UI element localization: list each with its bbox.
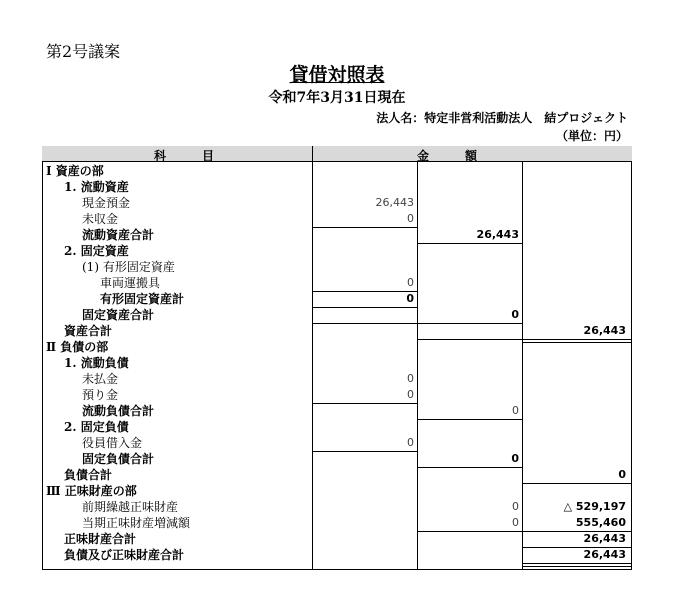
row-amount: 0 — [407, 436, 414, 449]
subtotal-rule — [312, 323, 417, 324]
table-row — [42, 531, 632, 547]
row-label: 当期正味財産増減額 — [82, 516, 191, 530]
row-label: 資産合計 — [64, 324, 113, 338]
table-row — [42, 387, 632, 403]
row-amount-right: △ 529,197 — [563, 500, 626, 513]
row-label: Ⅱ 負債の部 — [46, 340, 109, 354]
table-row — [42, 307, 632, 323]
row-label: Ⅰ 資産の部 — [46, 164, 104, 178]
table-row — [42, 419, 632, 435]
table-row — [42, 403, 632, 419]
unit-label: （単位：円） — [555, 129, 628, 143]
row-label: 2. 固定資産 — [64, 244, 129, 258]
table-row — [42, 323, 632, 339]
subtotal-rule — [417, 419, 522, 420]
organization-name: 法人名：特定非営利活動法人 結プロジェクト — [376, 111, 628, 125]
subtotal-rule — [417, 339, 522, 340]
row-label: 1. 流動負債 — [64, 356, 129, 370]
table-header-row — [42, 146, 632, 162]
subtotal-rule — [312, 451, 417, 452]
row-amount-right: 555,460 — [575, 516, 626, 529]
row-amount: 26,443 — [583, 324, 626, 337]
row-amount: 0 — [511, 308, 519, 321]
total-rule — [522, 563, 632, 564]
row-amount: 0 — [511, 452, 519, 465]
row-label: 役員借入金 — [82, 436, 143, 450]
row-label: 固定資産合計 — [82, 308, 155, 322]
row-label: 預り金 — [82, 388, 119, 402]
subtotal-rule — [312, 403, 417, 404]
row-label: 流動資産合計 — [82, 228, 155, 242]
document-date: 令和7年3月31日現在 — [268, 90, 406, 106]
table-row — [42, 547, 632, 563]
table-row — [42, 355, 632, 371]
row-label: 未払金 — [82, 372, 119, 386]
row-amount: 0 — [407, 212, 414, 225]
table-row — [42, 195, 632, 211]
table-row — [42, 179, 632, 195]
table-row — [42, 259, 632, 275]
row-label: 固定負債合計 — [82, 452, 155, 466]
row-amount: 26,443 — [476, 228, 519, 241]
table-row — [42, 515, 632, 531]
row-label: 正味財産合計 — [64, 532, 137, 546]
subtotal-rule — [312, 291, 417, 292]
row-label: 負債及び正味財産合計 — [64, 548, 185, 562]
subtotal-rule — [522, 483, 632, 484]
subtotal-rule — [522, 531, 632, 532]
subtotal-rule — [417, 467, 522, 468]
row-amount: 0 — [407, 388, 414, 401]
subtotal-rule — [312, 227, 417, 228]
subtotal-rule — [312, 307, 417, 308]
row-label: 1. 流動資産 — [64, 180, 129, 194]
subtotal-rule — [417, 531, 522, 532]
row-label: 未収金 — [82, 212, 119, 226]
subtotal-rule — [522, 547, 632, 548]
document-label: 第2号議案 — [46, 42, 121, 61]
table-row — [42, 451, 632, 467]
table-row — [42, 227, 632, 243]
row-label: 現金預金 — [82, 196, 131, 210]
row-amount: 26,443 — [583, 532, 626, 545]
subtotal-rule — [417, 323, 522, 324]
table-row — [42, 243, 632, 259]
row-amount: 0 — [406, 292, 414, 305]
subtotal-rule — [417, 243, 522, 244]
document-title — [0, 60, 674, 87]
row-label: 車両運搬具 — [100, 276, 161, 290]
table-row — [42, 483, 632, 499]
row-label: 有形固定資産計 — [100, 292, 185, 306]
header-account: 科 目 — [154, 149, 215, 163]
row-amount: 0 — [407, 372, 414, 385]
row-label: 流動負債合計 — [82, 404, 155, 418]
balance-sheet-table — [42, 146, 632, 570]
table-row — [42, 467, 632, 483]
table-row — [42, 275, 632, 291]
row-amount: 0 — [407, 276, 414, 289]
row-amount: 0 — [512, 404, 519, 417]
document-title-text: 貸借対照表 — [289, 64, 385, 86]
header-amount: 金 額 — [417, 149, 478, 163]
row-label: 2. 固定負債 — [64, 420, 129, 434]
table-row — [42, 291, 632, 307]
row-label: (1) 有形固定資産 — [82, 260, 175, 274]
table-row — [42, 499, 632, 515]
row-label: Ⅲ 正味財産の部 — [46, 484, 137, 498]
row-label: 前期繰越正味財産 — [82, 500, 179, 514]
row-label: 負債合計 — [64, 468, 113, 482]
table-row — [42, 211, 632, 227]
table-row — [42, 435, 632, 451]
row-amount: 26,443 — [583, 548, 626, 561]
total-rule — [522, 566, 632, 567]
row-amount-left: 0 — [512, 516, 519, 529]
subtotal-rule — [522, 339, 632, 340]
table-row — [42, 163, 632, 179]
row-amount: 26,443 — [375, 196, 414, 209]
table-row — [42, 371, 632, 387]
row-amount: 0 — [618, 468, 626, 481]
subtotal-rule — [522, 342, 632, 343]
row-amount-left: 0 — [512, 500, 519, 513]
